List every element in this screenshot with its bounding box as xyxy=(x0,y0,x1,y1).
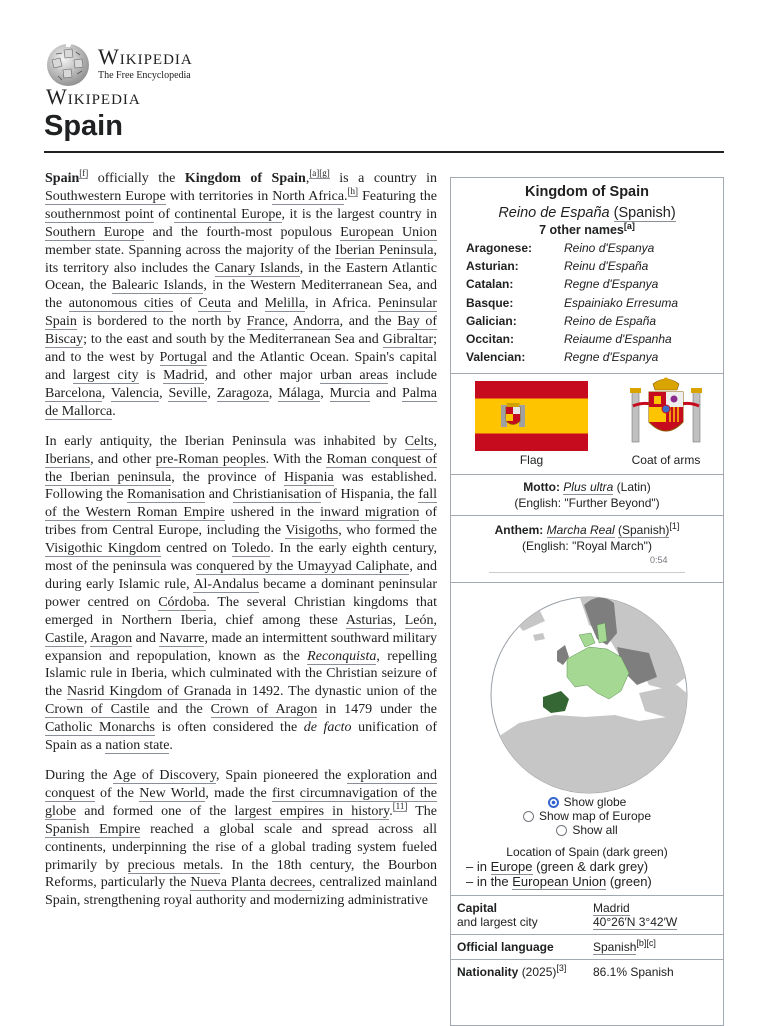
radio-icon[interactable] xyxy=(556,825,567,836)
other-name-row xyxy=(466,257,723,275)
location-map[interactable] xyxy=(451,583,723,795)
article-link[interactable]: Navarre xyxy=(159,630,205,646)
article-link[interactable]: Ceuta xyxy=(198,296,232,312)
article-link[interactable]: Andorra xyxy=(292,314,340,330)
other-name-row xyxy=(466,312,723,330)
article-link[interactable]: Valencia xyxy=(110,385,160,401)
nationality-label-cell xyxy=(457,965,593,979)
motto-label: Motto: xyxy=(523,480,560,495)
article-link[interactable]: largest empires in history xyxy=(234,803,390,819)
bold-term: Kingdom of Spain xyxy=(184,171,306,186)
anthem-link[interactable]: Marcha Real xyxy=(546,523,615,538)
location-link-europe[interactable]: Europe xyxy=(490,859,533,875)
article-link[interactable]: Toledo xyxy=(231,541,271,557)
capital-label: Capital xyxy=(457,901,498,916)
article-link[interactable]: nation state xyxy=(105,738,170,754)
other-name-value: Reino d'Espanya xyxy=(564,241,655,256)
article-link[interactable]: conquered by the Umayyad Caliphate xyxy=(196,559,410,575)
radio-selected-icon[interactable] xyxy=(548,797,559,808)
site-wordmark: Wikipedia xyxy=(98,44,193,69)
article-paragraph-2: In early antiquity, the Iberian Peninsula was inhabited by Celts, Iberians, and other pre-Roman peoples. With the Roman conquest of the Iberian peninsula, the province of Hispania was established. Following the Romanisation and Christianisation of Hispania, the fall of the Western Roman Empire ushered in the inward migration of tribes from Central Europe, including the Visigoths, who formed the Visigothic Kingdom centred on Toledo. In the early eighth century, most of the peninsula was conquered by the Umayyad Caliphate, and during early Islamic rule, Al-Andalus became a dominant peninsular power centred on Córdoba. The several Christian kingdoms that emerged in Northern Iberia, chief among these Asturias, León, Castile, Aragon and Navarre, made an intermittent southward military expansion and repopulation, known as the Reconquista, repelling Islamic rule in Iberia, which culminated with the Christian seizure of the Nasrid Kingdom of Granada in 1492. The dynastic union of the Crown of Castile and the Crown of Aragon in 1479 under the Catholic Monarchs is often considered the de facto unification of Spain as a nation state. xyxy=(45,433,438,754)
reference-link[interactable]: [a][g] xyxy=(309,168,330,179)
article-link[interactable]: Canary Islands xyxy=(214,260,300,276)
coat-of-arms-caption-link[interactable]: Coat of arms xyxy=(631,453,701,468)
flag-and-arms xyxy=(451,374,723,474)
nationality-ref[interactable]: [3] xyxy=(556,963,567,974)
other-names-label: 7 other names xyxy=(539,223,624,237)
language-value-cell xyxy=(593,940,656,954)
article-link[interactable]: Romanisation xyxy=(127,487,205,503)
article-link[interactable]: Zaragoza xyxy=(216,385,269,401)
article-link[interactable]: Barcelona xyxy=(45,385,102,401)
native-lang-link[interactable]: (Spanish) xyxy=(613,205,676,221)
reference-link[interactable]: [11] xyxy=(392,801,408,812)
article-body xyxy=(45,170,437,922)
article-link[interactable]: Gibraltar xyxy=(382,332,434,348)
location-item xyxy=(466,874,723,889)
other-name-lang[interactable]: Asturian: xyxy=(466,259,519,274)
article-link[interactable]: Crown of Aragon xyxy=(210,702,318,718)
site-tagline: The Free Encyclopedia xyxy=(98,70,191,81)
other-names-ref[interactable]: [a] xyxy=(623,220,635,231)
article-link[interactable]: León xyxy=(404,612,434,628)
article-link[interactable]: Aragon xyxy=(90,630,133,646)
article-paragraph-1: Spain[f] officially the Kingdom of Spain,[a][g] is a country in Southwestern Europe with territories in North Africa.[h] Featuring the southernmost point of continental Europe, it is the largest country in Southern Europe and the fourth-most populous European Union member state. Spanning across the majority of the Iberian Peninsula, its territory also includes the Canary Islands, in the Eastern Atlantic Ocean, the Balearic Islands, in the Western Mediterranean Sea, and the autonomous cities of Ceuta and Melilla, in Africa. Peninsular Spain is bordered to the north by France, Andorra, and the Bay of Biscay; to the east and south by the Mediterranean Sea and Gibraltar; and to the west by Portugal and the Atlantic Ocean. Spain's capital and largest city is Madrid, and other major urban areas include Barcelona, Valencia, Seville, Zaragoza, Málaga, Murcia and Palma de Mallorca. xyxy=(45,168,438,419)
nationality-year: (2025) xyxy=(521,965,557,980)
article-link[interactable]: Castile xyxy=(45,630,84,646)
article-link[interactable]: Nueva Planta decrees xyxy=(190,875,312,891)
article-link[interactable]: Reconquista xyxy=(307,648,377,664)
article-link[interactable]: New World xyxy=(139,785,206,801)
other-name-lang[interactable]: Basque: xyxy=(466,295,514,310)
location-link-eu[interactable]: European Union xyxy=(512,874,607,890)
spanish-flag-icon[interactable] xyxy=(475,381,588,451)
other-names-toggle[interactable] xyxy=(451,220,723,237)
radio-icon[interactable] xyxy=(523,811,534,822)
article-link[interactable]: exploration and conquest xyxy=(45,768,438,801)
nationality-value-cell xyxy=(593,965,674,979)
map-option-europe[interactable] xyxy=(451,809,723,823)
article-link[interactable]: Al-Andalus xyxy=(193,576,259,592)
article-link[interactable]: largest city xyxy=(72,367,139,383)
capital-coords-link[interactable]: 40°26′N 3°42′W xyxy=(593,915,678,930)
other-name-row xyxy=(466,239,723,257)
flag-caption-link[interactable]: Flag xyxy=(519,453,544,468)
location-prefix: – in xyxy=(466,859,491,875)
other-name-lang[interactable]: Valencian: xyxy=(466,350,526,365)
article-link[interactable]: Roman conquest of the Iberian peninsula xyxy=(45,451,438,485)
article-link[interactable]: Nasrid Kingdom of Granada xyxy=(67,684,232,700)
other-name-row xyxy=(466,275,723,293)
article-link[interactable]: continental Europe xyxy=(174,206,282,222)
map-option-label[interactable]: Show map of Europe xyxy=(538,809,652,824)
bold-term: Spain xyxy=(45,171,80,186)
map-option-label[interactable]: Show all xyxy=(572,823,618,838)
anthem-english: (English: "Royal March") xyxy=(522,539,652,554)
article-link[interactable]: Córdoba xyxy=(158,594,207,610)
article-link[interactable]: Visigothic Kingdom xyxy=(45,541,161,557)
article-link[interactable]: Crown of Castile xyxy=(45,702,150,718)
article-link[interactable]: Madrid xyxy=(163,367,205,383)
coat-of-arms-icon[interactable] xyxy=(627,376,705,450)
article-link[interactable]: Christianisation xyxy=(232,487,322,503)
page-title: Spain xyxy=(44,110,123,142)
reference-link[interactable]: [f] xyxy=(79,168,89,179)
motto-link[interactable]: Plus ultra xyxy=(563,480,614,495)
map-option-label[interactable]: Show globe xyxy=(563,795,627,810)
language-label: Official language xyxy=(457,940,554,955)
language-ref[interactable]: [b][c] xyxy=(636,938,656,949)
language-row xyxy=(451,934,723,959)
nationality-value: 86.1% Spanish xyxy=(593,965,674,980)
article-link[interactable]: autonomous cities xyxy=(68,296,174,312)
infobox-title: Kingdom of Spain xyxy=(524,184,650,200)
map-toggle-group xyxy=(451,795,723,837)
article-link[interactable]: fall of the Western Roman Empire xyxy=(45,487,438,521)
site-header xyxy=(44,40,724,110)
article-link[interactable]: Seville xyxy=(168,385,208,401)
nationality-label: Nationality xyxy=(457,965,519,980)
article-link[interactable]: Iberians xyxy=(45,451,91,467)
other-name-value: Regne d'Espanya xyxy=(564,350,659,365)
anthem-block xyxy=(451,516,723,558)
motto-block xyxy=(451,475,723,515)
location-list xyxy=(466,859,723,889)
language-label-cell xyxy=(457,940,593,954)
article-link[interactable]: Southern Europe xyxy=(45,224,145,240)
article-link[interactable]: Iberian Peninsula xyxy=(335,242,434,258)
infobox-native-name xyxy=(451,205,723,221)
article-link[interactable]: Celts xyxy=(404,433,434,449)
wikipedia-globe-icon xyxy=(44,40,92,88)
audio-progress-track[interactable] xyxy=(489,572,685,573)
other-name-lang[interactable]: Occitan: xyxy=(466,332,515,347)
article-link[interactable]: Murcia xyxy=(329,385,371,401)
article-link[interactable]: Peninsular Spain xyxy=(45,296,437,330)
motto-lang: (Latin) xyxy=(616,480,651,495)
location-suffix: (green & dark grey) xyxy=(532,859,649,875)
other-name-value: Reiaume d'Espanha xyxy=(564,332,672,347)
article-link[interactable]: Spanish Empire xyxy=(45,821,141,837)
article-link[interactable]: inward migration xyxy=(320,505,420,521)
other-name-row xyxy=(466,348,723,366)
article-link[interactable]: southernmost point xyxy=(45,206,154,222)
location-item xyxy=(466,859,723,874)
other-name-row xyxy=(466,330,723,348)
capital-value-cell xyxy=(593,901,677,929)
article-link[interactable]: France xyxy=(246,314,285,330)
location-suffix: (green) xyxy=(606,874,652,890)
logo-link[interactable] xyxy=(44,40,724,88)
article-link[interactable]: Asturias xyxy=(345,612,393,628)
site-wordmark-secondary: Wikipedia xyxy=(46,84,141,109)
language-link[interactable]: Spanish xyxy=(593,940,637,955)
nationality-row xyxy=(451,959,723,984)
anthem-ref[interactable]: [1] xyxy=(669,521,680,532)
article-link[interactable]: Age of Discovery xyxy=(112,768,217,783)
other-name-lang[interactable]: Aragonese: xyxy=(466,241,533,256)
article-link[interactable]: precious metals xyxy=(127,857,220,873)
article-link[interactable]: pre-Roman peoples xyxy=(155,451,266,467)
article-link[interactable]: European Union xyxy=(340,224,437,240)
other-name-value: Reinu d'España xyxy=(564,259,649,274)
other-name-value: Regne d'Espanya xyxy=(564,277,659,292)
capital-sublabel: and largest city xyxy=(457,915,538,930)
globe-map-icon[interactable] xyxy=(489,595,689,795)
capital-row xyxy=(451,895,723,934)
native-name: Reino de España xyxy=(498,205,610,221)
article-link[interactable]: Southwestern Europe xyxy=(45,188,166,204)
article-link[interactable]: Visigoths xyxy=(285,523,339,539)
audio-duration: 0:54 xyxy=(650,555,668,566)
other-name-lang[interactable]: Galician: xyxy=(466,313,517,328)
article-paragraph-3: During the Age of Discovery, Spain pioneered the exploration and conquest of the New World, made the first circumnavigation of the globe and formed one of the largest empires in history.[11] The Spanish Empire reached a global scale and spread across all continents, underpinning the rise of a global trading system fueled primarily by precious metals. In the 18th century, the Bourbon Reforms, particularly the Nueva Planta decrees, centralized mainland Spain, strengthening royal authority and modernizing administrative xyxy=(45,768,438,909)
italic-term: de facto xyxy=(303,720,352,736)
anthem-label: Anthem: xyxy=(494,523,544,538)
location-caption: Location of Spain (dark green) xyxy=(506,845,668,860)
article-link[interactable]: Bay of Biscay xyxy=(45,314,437,348)
capital-link[interactable]: Madrid xyxy=(593,901,630,916)
motto-english: (English: "Further Beyond") xyxy=(514,496,660,511)
other-name-value: Espainiako Erresuma xyxy=(564,295,679,310)
capital-label-cell xyxy=(457,901,593,929)
article-link[interactable]: Palma de Mallorca xyxy=(45,385,438,419)
location-prefix: – in the xyxy=(466,874,513,890)
article-link[interactable]: Hispania xyxy=(283,469,334,485)
article-link[interactable]: Balearic Islands xyxy=(111,278,204,294)
other-name-value: Reino de España xyxy=(564,313,657,328)
other-name-row xyxy=(466,294,723,312)
article-link[interactable]: Portugal xyxy=(159,350,207,366)
audio-player[interactable] xyxy=(451,555,723,572)
article-link[interactable]: North Africa xyxy=(272,188,345,204)
article-link[interactable]: first circumnavigation of the globe xyxy=(45,785,438,819)
infobox xyxy=(450,177,724,1026)
other-name-lang[interactable]: Catalan: xyxy=(466,277,514,292)
article-link[interactable]: Málaga xyxy=(278,385,321,401)
article-link[interactable]: Catholic Monarchs xyxy=(45,720,155,736)
other-names-list xyxy=(466,239,723,366)
reference-link[interactable]: [h] xyxy=(347,186,359,197)
map-option-globe[interactable] xyxy=(451,795,723,809)
title-divider xyxy=(44,151,724,153)
article-link[interactable]: urban areas xyxy=(319,367,389,383)
anthem-lang-link[interactable]: (Spanish) xyxy=(618,523,670,538)
article-link[interactable]: Melilla xyxy=(264,296,306,312)
map-option-all[interactable] xyxy=(451,823,723,837)
